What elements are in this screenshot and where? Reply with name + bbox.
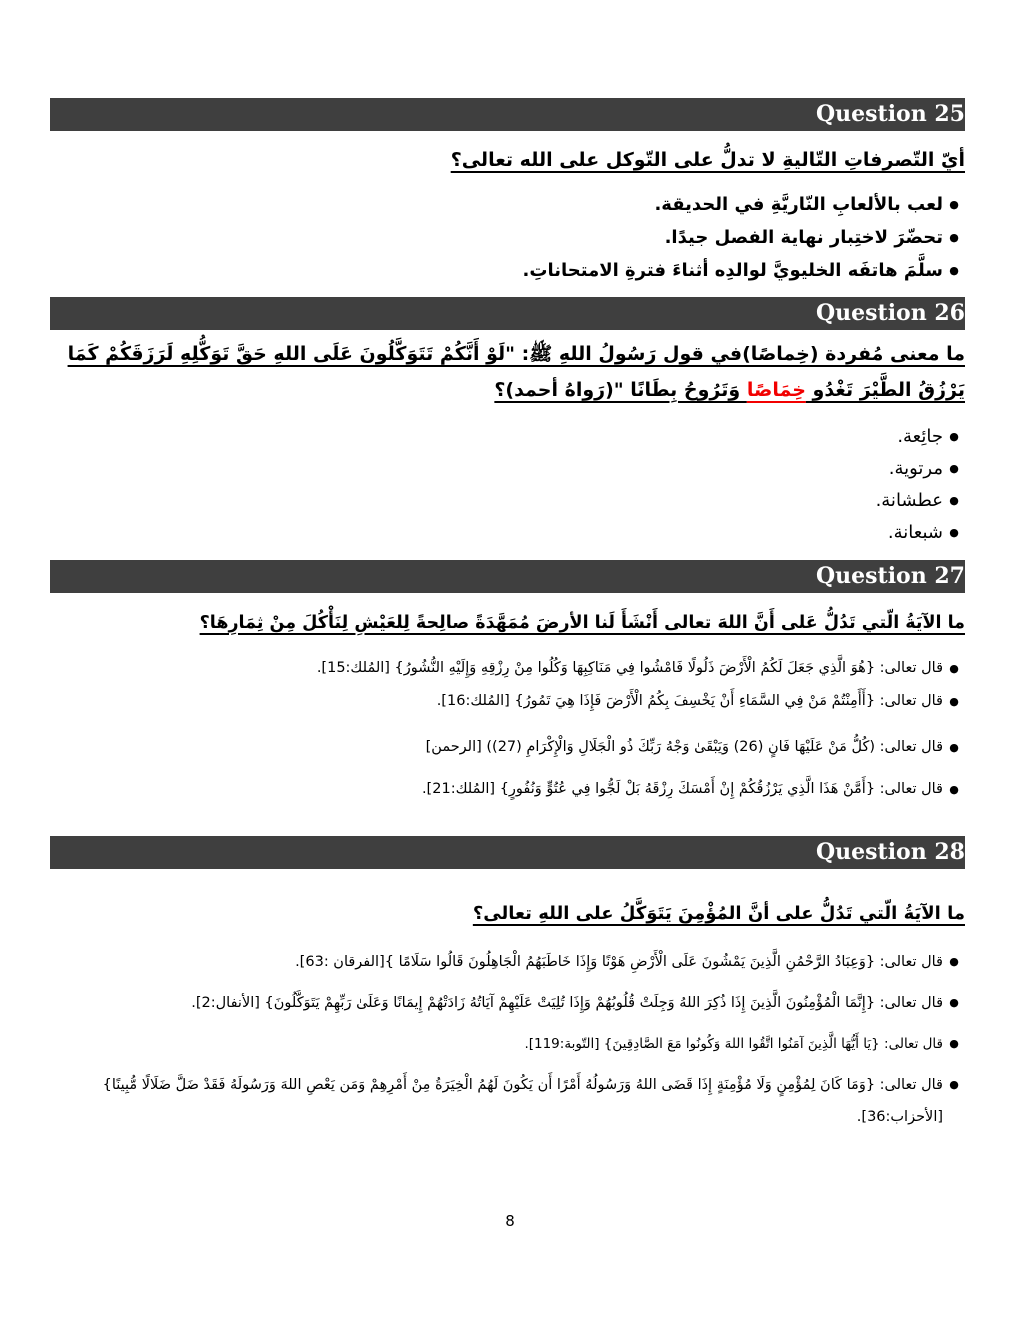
bullet-icon: ● <box>949 783 959 796</box>
question-25-option-2 <box>50 221 965 254</box>
question-25-option-1 <box>50 188 965 221</box>
option-text: قال تعالى: {أَأَمِنْتُمْ مَنْ فِي السَّمَاءِ أَنْ يَخْسِفَ بِكُمُ الْأَرْضَ فَإِذَا هِيَ تَمُورُ} [المُلك:16]. <box>436 693 943 709</box>
question-25-header-bar <box>50 98 965 131</box>
bullet-icon: ● <box>949 231 959 244</box>
bullet-icon: ● <box>949 198 959 211</box>
option-text: قال تعالى: (كُلُّ مَنْ عَلَيْهَا فَانٍ (26) وَيَبْقَىٰ وَجْهُ رَبِّكَ ذُو الْجَلَالِ وَالْإِكْرَامِ (27)) [الرحمن] <box>425 739 943 755</box>
question-26-option-3 <box>50 485 965 517</box>
question-28-section <box>50 836 965 1142</box>
question-26-option-4 <box>50 517 965 549</box>
question-25-options <box>50 188 965 287</box>
question-27-options <box>50 652 965 806</box>
option-text: عطشانة. <box>875 490 943 511</box>
question-27-section <box>50 560 965 806</box>
bullet-icon: ● <box>949 1037 959 1050</box>
question-27-prompt: ما الآيَةُ الّتي تَدُلُّ عَلى أَنَّ اللهَ تعالى أَنْشَأَ لَنا الأرضَ مُمَهَّدَةً صالِحةً لِلعَيْشِ لِنَأْكُلَ مِنْ ثِمَارِهَا؟ <box>199 613 965 633</box>
option-text: تحضّرَ لاختِبار نهاية الفصل جيدًا. <box>664 227 943 248</box>
option-text: قال تعالى: {أَمَّنْ هَذَا الَّذِي يَرْزُقُكُمْ إِنْ أَمْسَكَ رِزْقَهُ بَلْ لَجُّوا فِي عُتُوٍّ وَنُفُورٍ} [المُلك:21]. <box>421 781 943 797</box>
bullet-icon: ● <box>949 430 959 443</box>
question-28-option-4 <box>50 1069 965 1133</box>
question-26-header-label: Question 26 <box>815 300 965 326</box>
question-28-options <box>50 946 965 1133</box>
question-27-option-4 <box>50 773 965 806</box>
bullet-icon: ● <box>949 662 959 675</box>
question-25-prompt: أيّ التّصرفاتِ التّاليةِ لا تدلُّ على التّوكل على الله تعالى؟ <box>450 149 965 171</box>
question-28-option-3 <box>50 1028 965 1060</box>
bullet-icon: ● <box>949 955 959 968</box>
question-27-header-label: Question 27 <box>815 563 965 589</box>
question-26-header-bar <box>50 297 965 330</box>
bullet-icon: ● <box>949 462 959 475</box>
question-26-option-2 <box>50 453 965 485</box>
question-26-prompt <box>50 336 965 408</box>
question-28-option-2 <box>50 987 965 1019</box>
option-text: سلَّمَ هاتفَه الخليويَّ لوالدِه أثناءَ فترةِ الامتحاناتِ. <box>522 260 943 281</box>
option-text: قال تعالى: {وَمَا كَانَ لِمُؤْمِنٍ وَلَا مُؤْمِنَةٍ إِذَا قَضَى اللهُ وَرَسُولُهُ أَمْرًا أَن يَكُونَ لَهُمُ الْخِيَرَةُ مِنْ أَمْرِهِمْ وَمَن يَعْصِ اللهَ وَرَسُولَهُ فَقَدْ ضَلَّ ضَلَالًا مُّبِينًا} [الأحزاب:36]. <box>102 1077 943 1125</box>
prompt-text: وَتَرُوحُ بِطَانًا "(رَواهُ أحمد)؟ <box>494 379 747 401</box>
question-28-prompt: ما الآيَةُ الّتي تَدُلُّ على أنَّ المُؤْمِنَ يَتَوَكَّلُ على اللهِ تعالى؟ <box>472 903 965 924</box>
option-text: قال تعالى: {إِنَّمَا الْمُؤْمِنُونَ الَّذِينَ إِذَا ذُكِرَ اللهُ وَجِلَتْ قُلُوبُهُمْ وَإِذَا تُلِيَتْ عَلَيْهِمْ آيَاتُهُ زَادَتْهُمْ إِيمَانًا وَعَلَىٰ رَبِّهِمْ يَتَوَكَّلُونَ} [الأنفال:2]. <box>191 995 943 1011</box>
bullet-icon: ● <box>949 741 959 754</box>
question-26-section <box>50 297 965 549</box>
bullet-icon: ● <box>949 1078 959 1091</box>
option-text: مرتوية. <box>888 458 943 479</box>
question-25-option-3 <box>50 254 965 287</box>
question-26-options <box>50 421 965 549</box>
option-text: قال تعالى: {وَعِبَادُ الرَّحْمُنِ الَّذِينَ يَمْشُونَ عَلَى الْأَرْضِ هَوْنًا وَإِذَا خَاطَبَهُمُ الْجَاهِلُونَ قَالُوا سَلَامًا }[الفرقان :63]. <box>295 954 943 970</box>
option-text: شبعانة. <box>887 522 943 543</box>
bullet-icon: ● <box>949 494 959 507</box>
bullet-icon: ● <box>949 996 959 1009</box>
question-27-option-2 <box>50 685 965 718</box>
question-26-option-1 <box>50 421 965 453</box>
question-25-section <box>50 98 965 287</box>
prompt-text: ما معنى مُفردة (خِماصًا)في قول رَسُولُ اللهِ ﷺ: "لَوْ أَنَّكُمْ تَتَوَكَّلُونَ عَلَى اللهِ حَقَّ تَوَكُّلِهِ لَرَزَقَكُمْ كَمَا يَرْزُقُ الطَّيْرَ تَغْدُو <box>67 343 965 401</box>
question-27-header-bar <box>50 560 965 593</box>
page-number: 8 <box>505 1212 515 1230</box>
question-28-option-1 <box>50 946 965 978</box>
option-text: قال تعالى: {هُوَ الَّذِي جَعَلَ لَكُمُ الْأَرْضَ ذَلُولًا فَامْشُوا فِي مَنَاكِبِهَا وَكُلُوا مِنْ رِزْقِهِ وَإِلَيْهِ النُّشُورُ} [المُلك:15]. <box>316 660 943 676</box>
question-28-header-bar <box>50 836 965 869</box>
bullet-icon: ● <box>949 695 959 708</box>
bullet-icon: ● <box>949 526 959 539</box>
option-text: جائِعة. <box>897 426 943 447</box>
question-27-option-3 <box>50 731 965 764</box>
highlighted-word: خِمَاصًا <box>746 379 806 401</box>
option-text: قال تعالى: {يَا أَيُّهَا الَّذِينَ آمَنُوا اتَّقُوا اللهَ وَكُونُوا مَعَ الصَّادِقِينَ} [التّوبة:119]. <box>524 1036 943 1052</box>
question-28-header-label: Question 28 <box>815 839 965 865</box>
bullet-icon: ● <box>949 264 959 277</box>
question-27-option-1 <box>50 652 965 685</box>
question-25-header-label: Question 25 <box>815 101 965 127</box>
option-text: لعب بالألعابِ النّاريَّةِ في الحديقة. <box>654 194 943 215</box>
